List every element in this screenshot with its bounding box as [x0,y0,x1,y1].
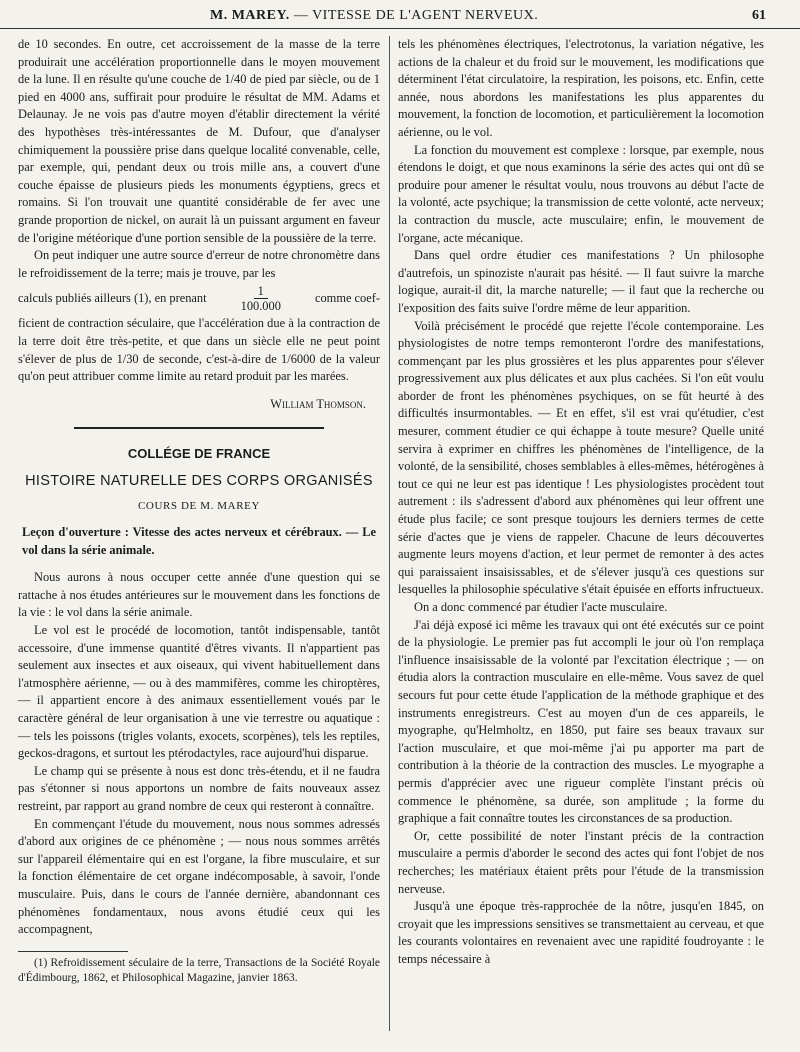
fraction-numerator: 1 [254,284,268,299]
article-title: HISTOIRE NATURELLE DES CORPS ORGANISÉS [25,472,373,489]
paragraph: ficient de contraction séculaire, que l'accélération due à la contraction de la terre doit être très-petite, et que dans un siècle elle ne peut point s'élever de plus de 1/30 de seconde, c'est-à-dire de 1/6000 de la valeur qu'on peut attribuer comme limite au retard produit par les marées. [18,316,380,384]
lecture-subtitle: Leçon d'ouverture : Vitesse des actes nerveux et cérébraux. — Le vol dans la série animale. [22,525,376,557]
paragraph: Jusqu'à une époque très-rapprochée de la nôtre, jusqu'en 1845, on croyait que les impressions sensitives se transmettaient au cerveau, et que les courants volontaires en revenaient avec une rapidité foudroyante : le temps nécessaire à [398,899,764,966]
header-separator: — [293,8,309,23]
section-separator [74,427,324,429]
paragraph: On a donc commencé par étudier l'acte musculaire. [414,600,668,614]
fraction [241,284,281,313]
header-title: VITESSE DE L'AGENT NERVEUX. [312,8,539,23]
paragraph: Or, cette possibilité de noter l'instant précis de la contraction musculaire a permis d'aborder le second des actes qui font l'objet de nos recherches; les matériaux étaient prêts pour l'étude de la transmission nerveuse. [398,828,764,896]
running-title [210,8,538,24]
column-divider [389,36,390,1031]
paragraph: On peut indiquer une autre source d'erreur de notre chronomètre dans le refroidissement de la terre; mais je trouve, par les [18,248,380,280]
paragraph: Le champ qui se présente à nous est donc très-étendu, et il ne faudra pas s'étonner si nous apportons un nombre de faits nouveaux assez restreint, par rapport au grand nombre de ceux qui resteront à connaître. [18,763,380,813]
left-column [18,36,380,986]
section-heading: COLLÉGE DE FRANCE [127,446,271,462]
header-author: M. MAREY. [210,8,290,23]
paragraph: Dans quel ordre étudier ces manifestations ? Un philosophe d'autrefois, un spinoziste n'aurait pas hésité. — Il faut suivre la marche logique, aurait-il dit, la marche naturelle; — il faut que la recherche ou l'exposition des faits suive l'ordre même de leur apparition. [398,248,764,315]
paragraph: Le vol est le procédé de locomotion, tantôt indispensable, tantôt accessoire, d'une immense quantité d'êtres vivants. Il n'appartient pas seulement aux insectes et aux oiseaux, qui vivent habituellement dans l'atmosphère aérienne, — ou à des mammifères, comme les chiroptères, — il appartient encore à des animaux essentiellement voués par le caractère général de leur organisation à une vie terrestre ou aquatique : — tels les poissons (trigles volants, exocets, scorpènes), tels les reptiles, geckos-dragons, et surtout les ptérodactyles, race aujourd'hui disparue. [18,623,380,761]
paragraph: de 10 secondes. En outre, cet accroissement de la masse de la terre produirait une accélération proportionnelle dans le moyen mouvement de la lune. Il en résulte qu'une couche de 1/40 de pied par siècle, ou de 1 pied en 4000 ans, suffirait pour produire le résultat de MM. Adams et Delaunay. Je ne vois pas d'autre moyen d'établir directement la vérité des hypothèses très-intéressantes de M. Dufour, que d'analyser chimiquement la poussière prise dans quelque localité convenable, celle, par exemple, qui, pendant deux ou trois mille ans, a couvert d'une couche épaisse de plusieurs pieds les monuments égyptiens, grecs et romains. Si l'on trouvait une quantité considérable de fer avec une grande proportion de nickel, on aurait là un puissant argument en faveur de l'origine météorique d'une portion sensible de la poussière de la terre. [18,37,380,245]
course-byline: COURS DE M. MAREY [137,500,261,513]
formula-post: comme coef- [314,291,380,306]
formula-line [18,284,380,313]
formula-pre: calculs publiés ailleurs (1), en prenant [18,291,207,306]
page-number: 61 [752,8,766,23]
paragraph: tels les phénomènes électriques, l'electrotonus, la variation négative, les actions de la chaleur et du froid sur le mouvement, les modifications que déterminent l'état circulatoire, la respiration, les poisons, etc. Enfin, cette année, nous abordons les manifestations les plus apparentes du mouvement, la fonction de locomotion, et particulièrement la locomotion aérienne, ou le vol. [398,37,764,139]
fraction-denominator: 100.000 [240,299,281,314]
paragraph: La fonction du mouvement est complexe : lorsque, par exemple, nous étendons le doigt, et que nous examinons la série des actes qui ont dû se produire pour amener le résultat voulu, nous trouvons au début l'acte de la volonté, acte psychique; la transmission de cette volonté, acte nerveux; la contraction du muscle, acte musculaire; enfin, le mouvement de l'organe, acte mécanique. [398,142,764,245]
right-column [398,36,764,968]
footnote-rule [18,951,128,952]
paragraph: Voilà précisément le procédé que rejette l'école contemporaine. Les physiologistes de notre temps remonteront l'ordre des manifestations, commençant par les plus grossières et les plus apparentes pour s'élever progressivement aux plus délicates et aux plus cachées. Si l'on eût voulu aborder de front les phénomènes psychiques, on se fût heurté à des difficultés insurmontables. — Et en effet, s'il est vrai qu'étudier, c'est mesurer, comment étudier ce qui échappe à toute mesure? Quelle unité servira à exprimer en chiffres les phénomènes de l'intelligence, de la volonté, de la sensibilité, choses semblables à elles-mêmes, hétérogènes à tout ce qui ne leur est pas identique ! Les physiologistes procèdent tout autrement : ils s'adressent d'abord aux phénomènes qui leur offrent une étude plus facile; ce sont presque toujours les derniers termes de cette série d'actes que je viens de rappeler. Chacune de leurs découvertes augmente leurs moyens d'action, et leur permet de remonter à des actes qui paraissaient insaisissables, et de s'élever jusqu'à ces questions sur lesquelles la philosophie spéculative s'était épuisée en efforts infructueux. [398,318,764,597]
paragraph: J'ai déjà exposé ici même les travaux qui ont été exécutés sur ce point de la physiologie. Le premier pas fut accompli le jour où l'on remplaça l'influence insaisissable de la volonté par l'excitation électrique ; — on étudia alors la contraction musculaire en elle-même. Vous savez de quel secours fut pour cette étude l'application de la méthode graphique et des instruments enregistreurs. C'est au moyen d'un de ces appareils, le myographe, qu'Helmholtz, en 1850, put faire ses beaux travaux sur l'action musculaire, et que moi-même j'ai pu apporter ma part de contribution à la théorie de la contraction des muscles. Le myographe a permis d'apprécier avec une rigueur complète l'instant précis où commence le phénomène, sa durée, son amplitude ; la forme du graphique a fait connaître toutes les circonstances de sa production. [398,617,764,826]
signature: William Thomson. [270,396,366,411]
paragraph: Nous aurons à nous occuper cette année d'une question qui se rattache à nos études antérieures sur le mouvement dans les fonctions de la vie : le vol dans la série animale. [18,570,380,620]
running-header [0,6,800,29]
footnote: (1) Refroidissement séculaire de la terre, Transactions de la Société Royale d'Édimbourg, 1862, et Philosophical Magazine, janvier 1863. [18,956,380,984]
paragraph: En commençant l'étude du mouvement, nous nous sommes adressés d'abord aux origines de ce phénomène ; — nous nous sommes arrêtés sur l'appareil élémentaire qui en est l'organe, la fibre musculaire, et sur la fonction élémentaire de cet organe indécomposable, à savoir, l'onde musculaire. Puis, dans le cours de l'année dernière, abandonnant ces phénomènes fondamentaux, nous avons étudié ceux qui les accompagnent, [18,816,380,937]
